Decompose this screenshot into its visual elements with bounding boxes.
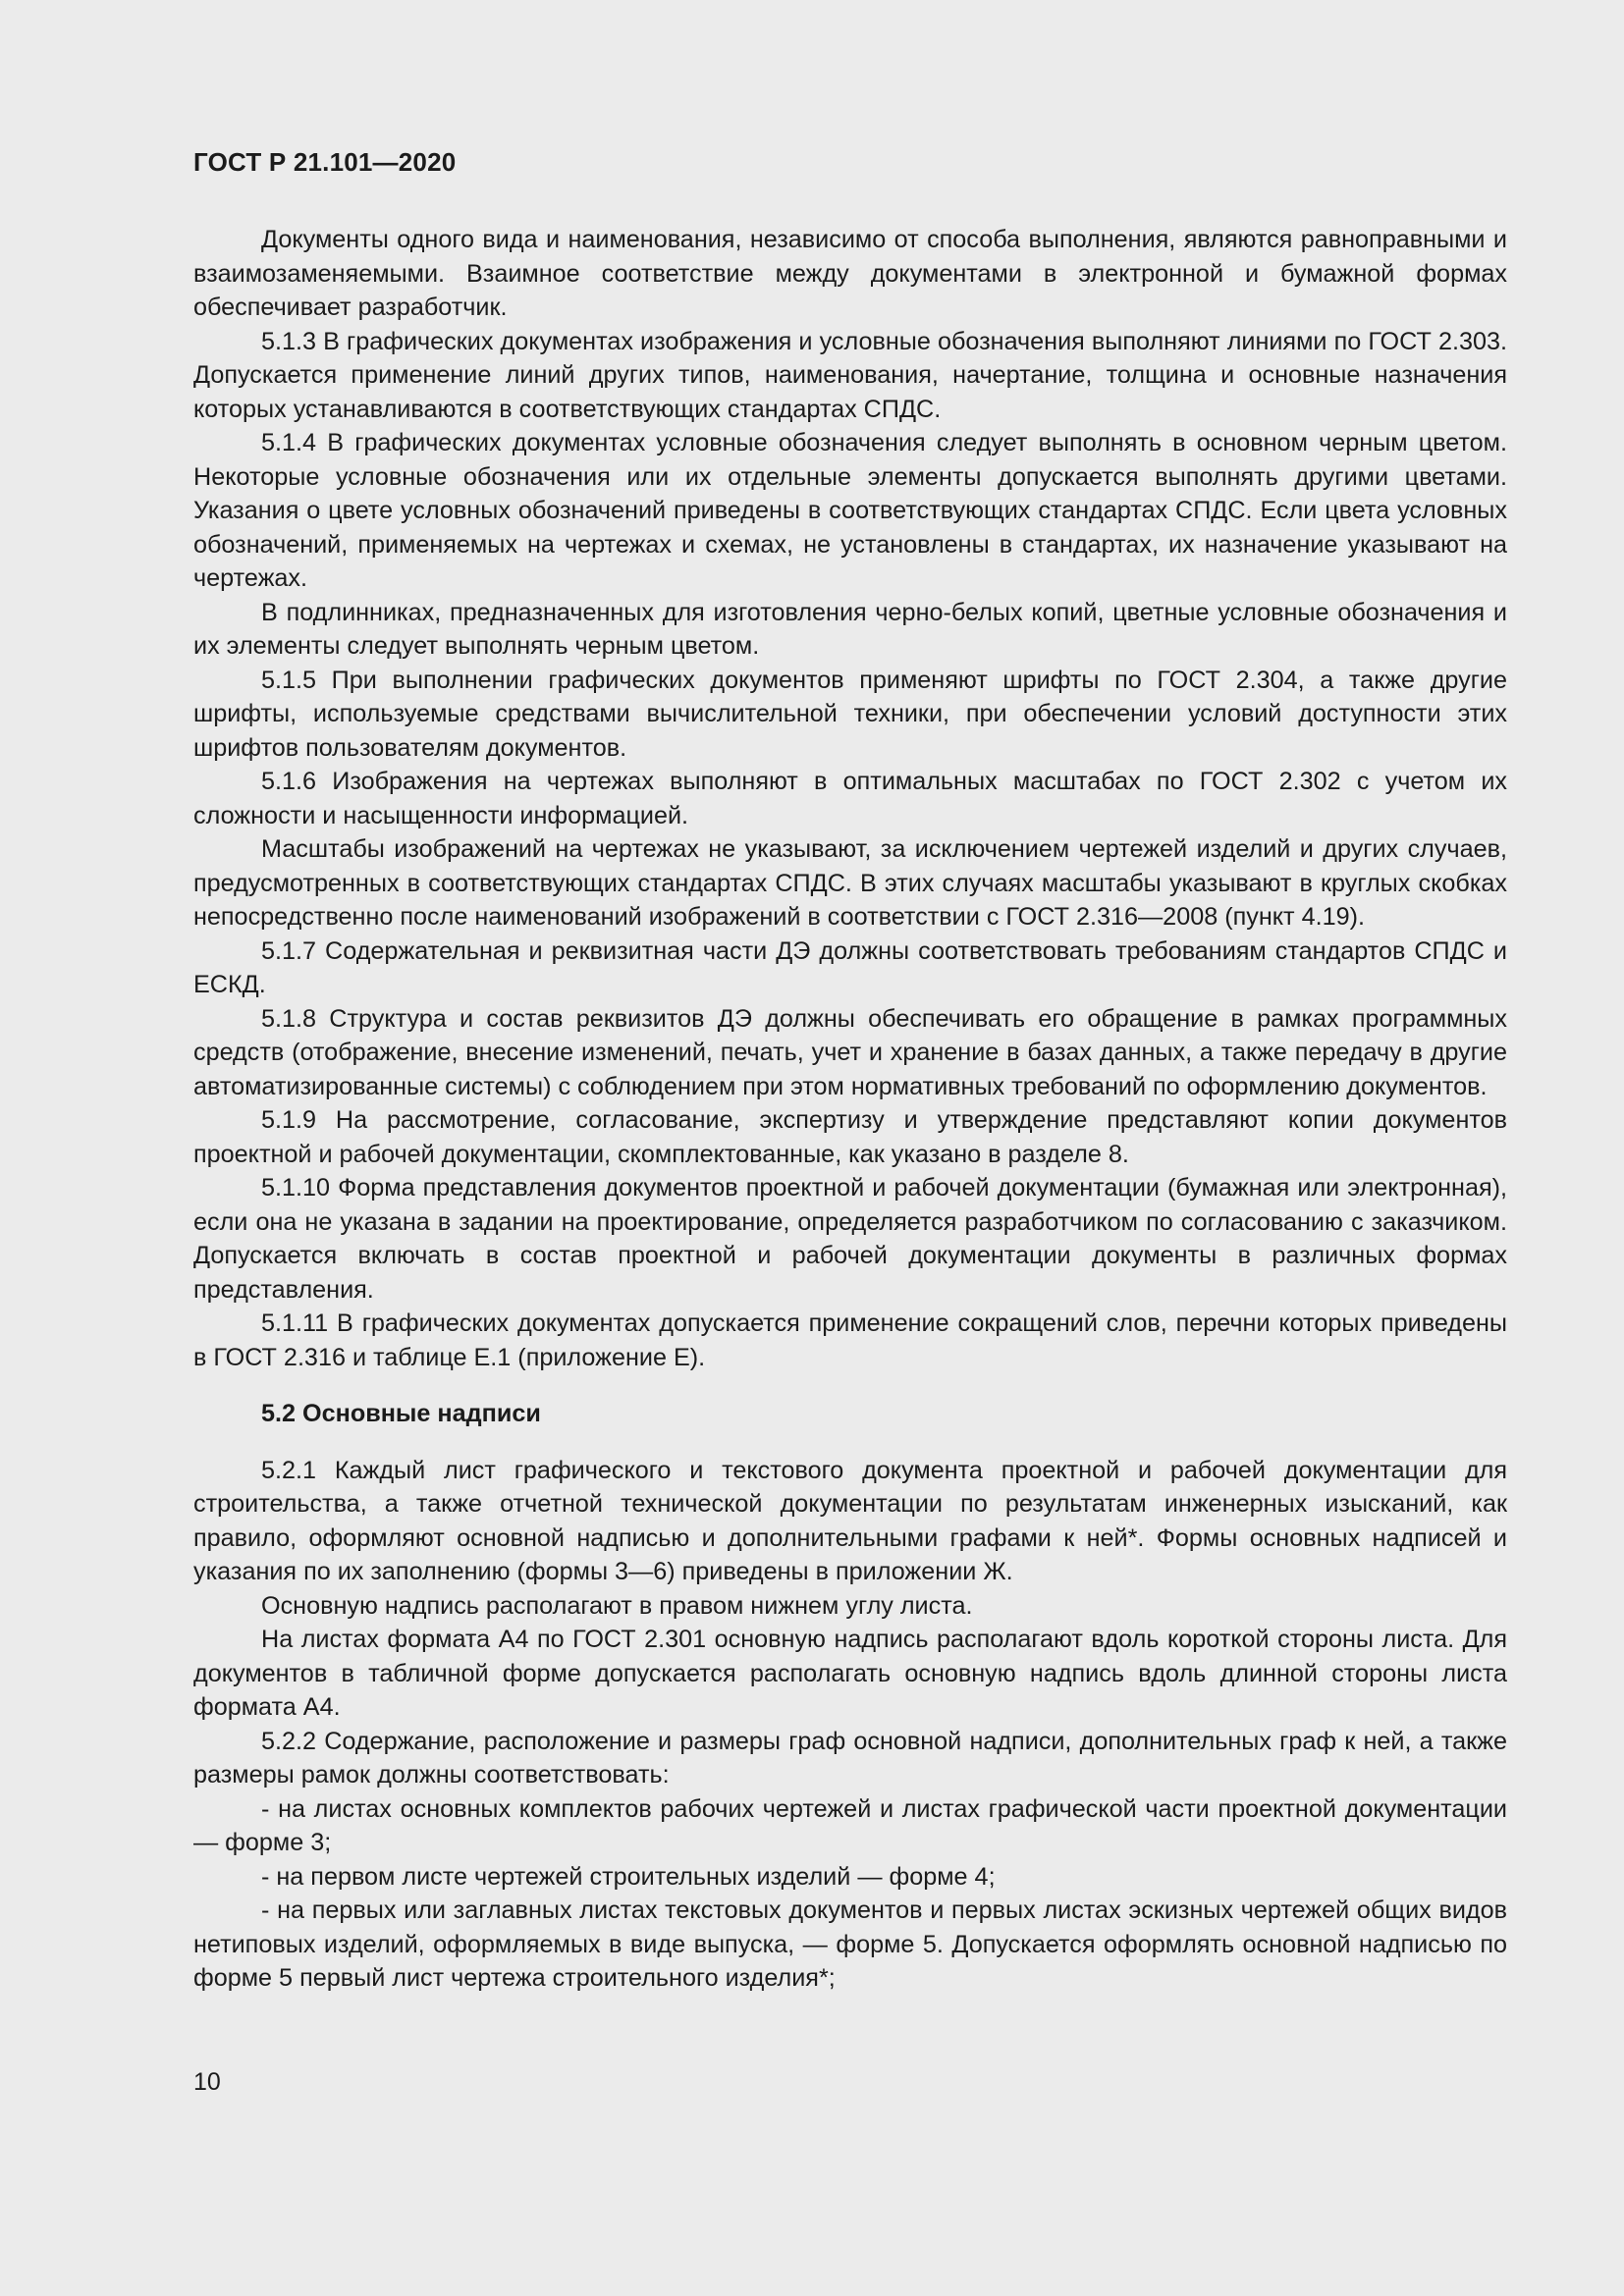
paragraph-5-1-9: 5.1.9 На рассмотрение, согласование, экспертизу и утверждение представляют копии документов проектной и рабочей документации, скомплектованные, как указано в разделе 8.: [193, 1106, 1507, 1168]
paragraph-5-1-5: 5.1.5 При выполнении графических документов применяют шрифты по ГОСТ 2.304, а также другие шрифты, используемые средствами вычислительной техники, при обеспечении условий доступности этих шрифтов пользователям документов.: [193, 666, 1507, 762]
list-item: - на листах основных комплектов рабочих чертежей и листах графической части проектной документации — форме 3;: [193, 1794, 1507, 1856]
paragraph: На листах формата А4 по ГОСТ 2.301 основную надпись располагают вдоль короткой стороны листа. Для документов в табличной форме допускается располагать основную надпись вдоль длинной стороны листа формата А4.: [193, 1626, 1507, 1721]
paragraph: Масштабы изображений на чертежах не указывают, за исключением чертежей изделий и других случаев, предусмотренных в соответствующих стандартах СПДС. В этих случаях масштабы указывают в круглых скобках непосредственно после наименований изображений в соответствии с ГОСТ 2.316—2008 (пункт 4.19).: [193, 835, 1507, 931]
paragraph-5-1-4: 5.1.4 В графических документах условные обозначения следует выполнять в основном черным цветом. Некоторые условные обозначения или их отдельные элементы допускается выполнять другими цветами. Указания о цвете условных обозначений приведены в соответствующих стандартах СПДС. Если цвета условных обозначений, применяемых на чертежах и схемах, не установлены в стандартах, их назначение указывают на чертежах.: [193, 429, 1507, 592]
paragraph: В подлинниках, предназначенных для изготовления черно-белых копий, цветные условные обозначения и их элементы следует выполнять черным цветом.: [193, 598, 1507, 660]
document-body: [193, 223, 1507, 1996]
list-item: - на первом листе чертежей строительных изделий — форме 4;: [261, 1862, 996, 1891]
section-heading-5-2: 5.2 Основные надписи: [261, 1400, 541, 1427]
paragraph-5-2-1: 5.2.1 Каждый лист графического и текстового документа проектной и рабочей документации для строительства, а также отчетной технической документации по результатам инженерных изысканий, как правило, оформляют основной надписью и дополнительными графами к ней*. Формы основных надписей и указания по их заполнению (формы 3—6) приведены в приложении Ж.: [193, 1456, 1507, 1585]
document-header: ГОСТ Р 21.101—2020: [193, 147, 457, 177]
paragraph-5-1-7: 5.1.7 Содержательная и реквизитная части ДЭ должны соответствовать требованиям стандартов СПДС и ЕСКД.: [193, 936, 1507, 998]
list-item: - на первых или заглавных листах текстовых документов и первых листах эскизных чертежей общих видов нетиповых изделий, оформляемых в виде выпуска, — форме 5. Допускается оформлять основной надписью по форме 5 первый лист чертежа строительного изделия*;: [193, 1896, 1507, 1992]
paragraph: Документы одного вида и наименования, независимо от способа выполнения, являются равноправными и взаимозаменяемыми. Взаимное соответствие между документами в электронной и бумажной формах обеспечивает разработчик.: [193, 226, 1507, 321]
paragraph-5-1-3: 5.1.3 В графических документах изображения и условные обозначения выполняют линиями по ГОСТ 2.303. Допускается применение линий других типов, наименования, начертание, толщина и основные назначения которых устанавливаются в соответствующих стандартах СПДС.: [193, 327, 1507, 423]
paragraph-5-1-11: 5.1.11 В графических документах допускается применение сокращений слов, перечни которых приведены в ГОСТ 2.316 и таблице Е.1 (приложение Е).: [193, 1309, 1507, 1371]
paragraph: Основную надпись располагают в правом нижнем углу листа.: [261, 1591, 973, 1620]
paragraph-5-1-6: 5.1.6 Изображения на чертежах выполняют в оптимальных масштабах по ГОСТ 2.302 с учетом их сложности и насыщенности информацией.: [193, 768, 1507, 829]
paragraph-5-1-8: 5.1.8 Структура и состав реквизитов ДЭ должны обеспечивать его обращение в рамках программных средств (отображение, внесение изменений, печать, учет и хранение в базах данных, а также передачу в другие автоматизированные системы) с соблюдением при этом нормативных требований по оформлению документов.: [193, 1004, 1507, 1100]
paragraph-5-2-2: 5.2.2 Содержание, расположение и размеры граф основной надписи, дополнительных граф к ней, а также размеры рамок должны соответствовать:: [193, 1727, 1507, 1789]
page-number: 10: [193, 2068, 221, 2096]
paragraph-5-1-10: 5.1.10 Форма представления документов проектной и рабочей документации (бумажная или электронная), если она не указана в задании на проектирование, определяется разработчиком по согласованию с заказчиком. Допускается включать в состав проектной и рабочей документации документы в различных формах представления.: [193, 1174, 1507, 1304]
